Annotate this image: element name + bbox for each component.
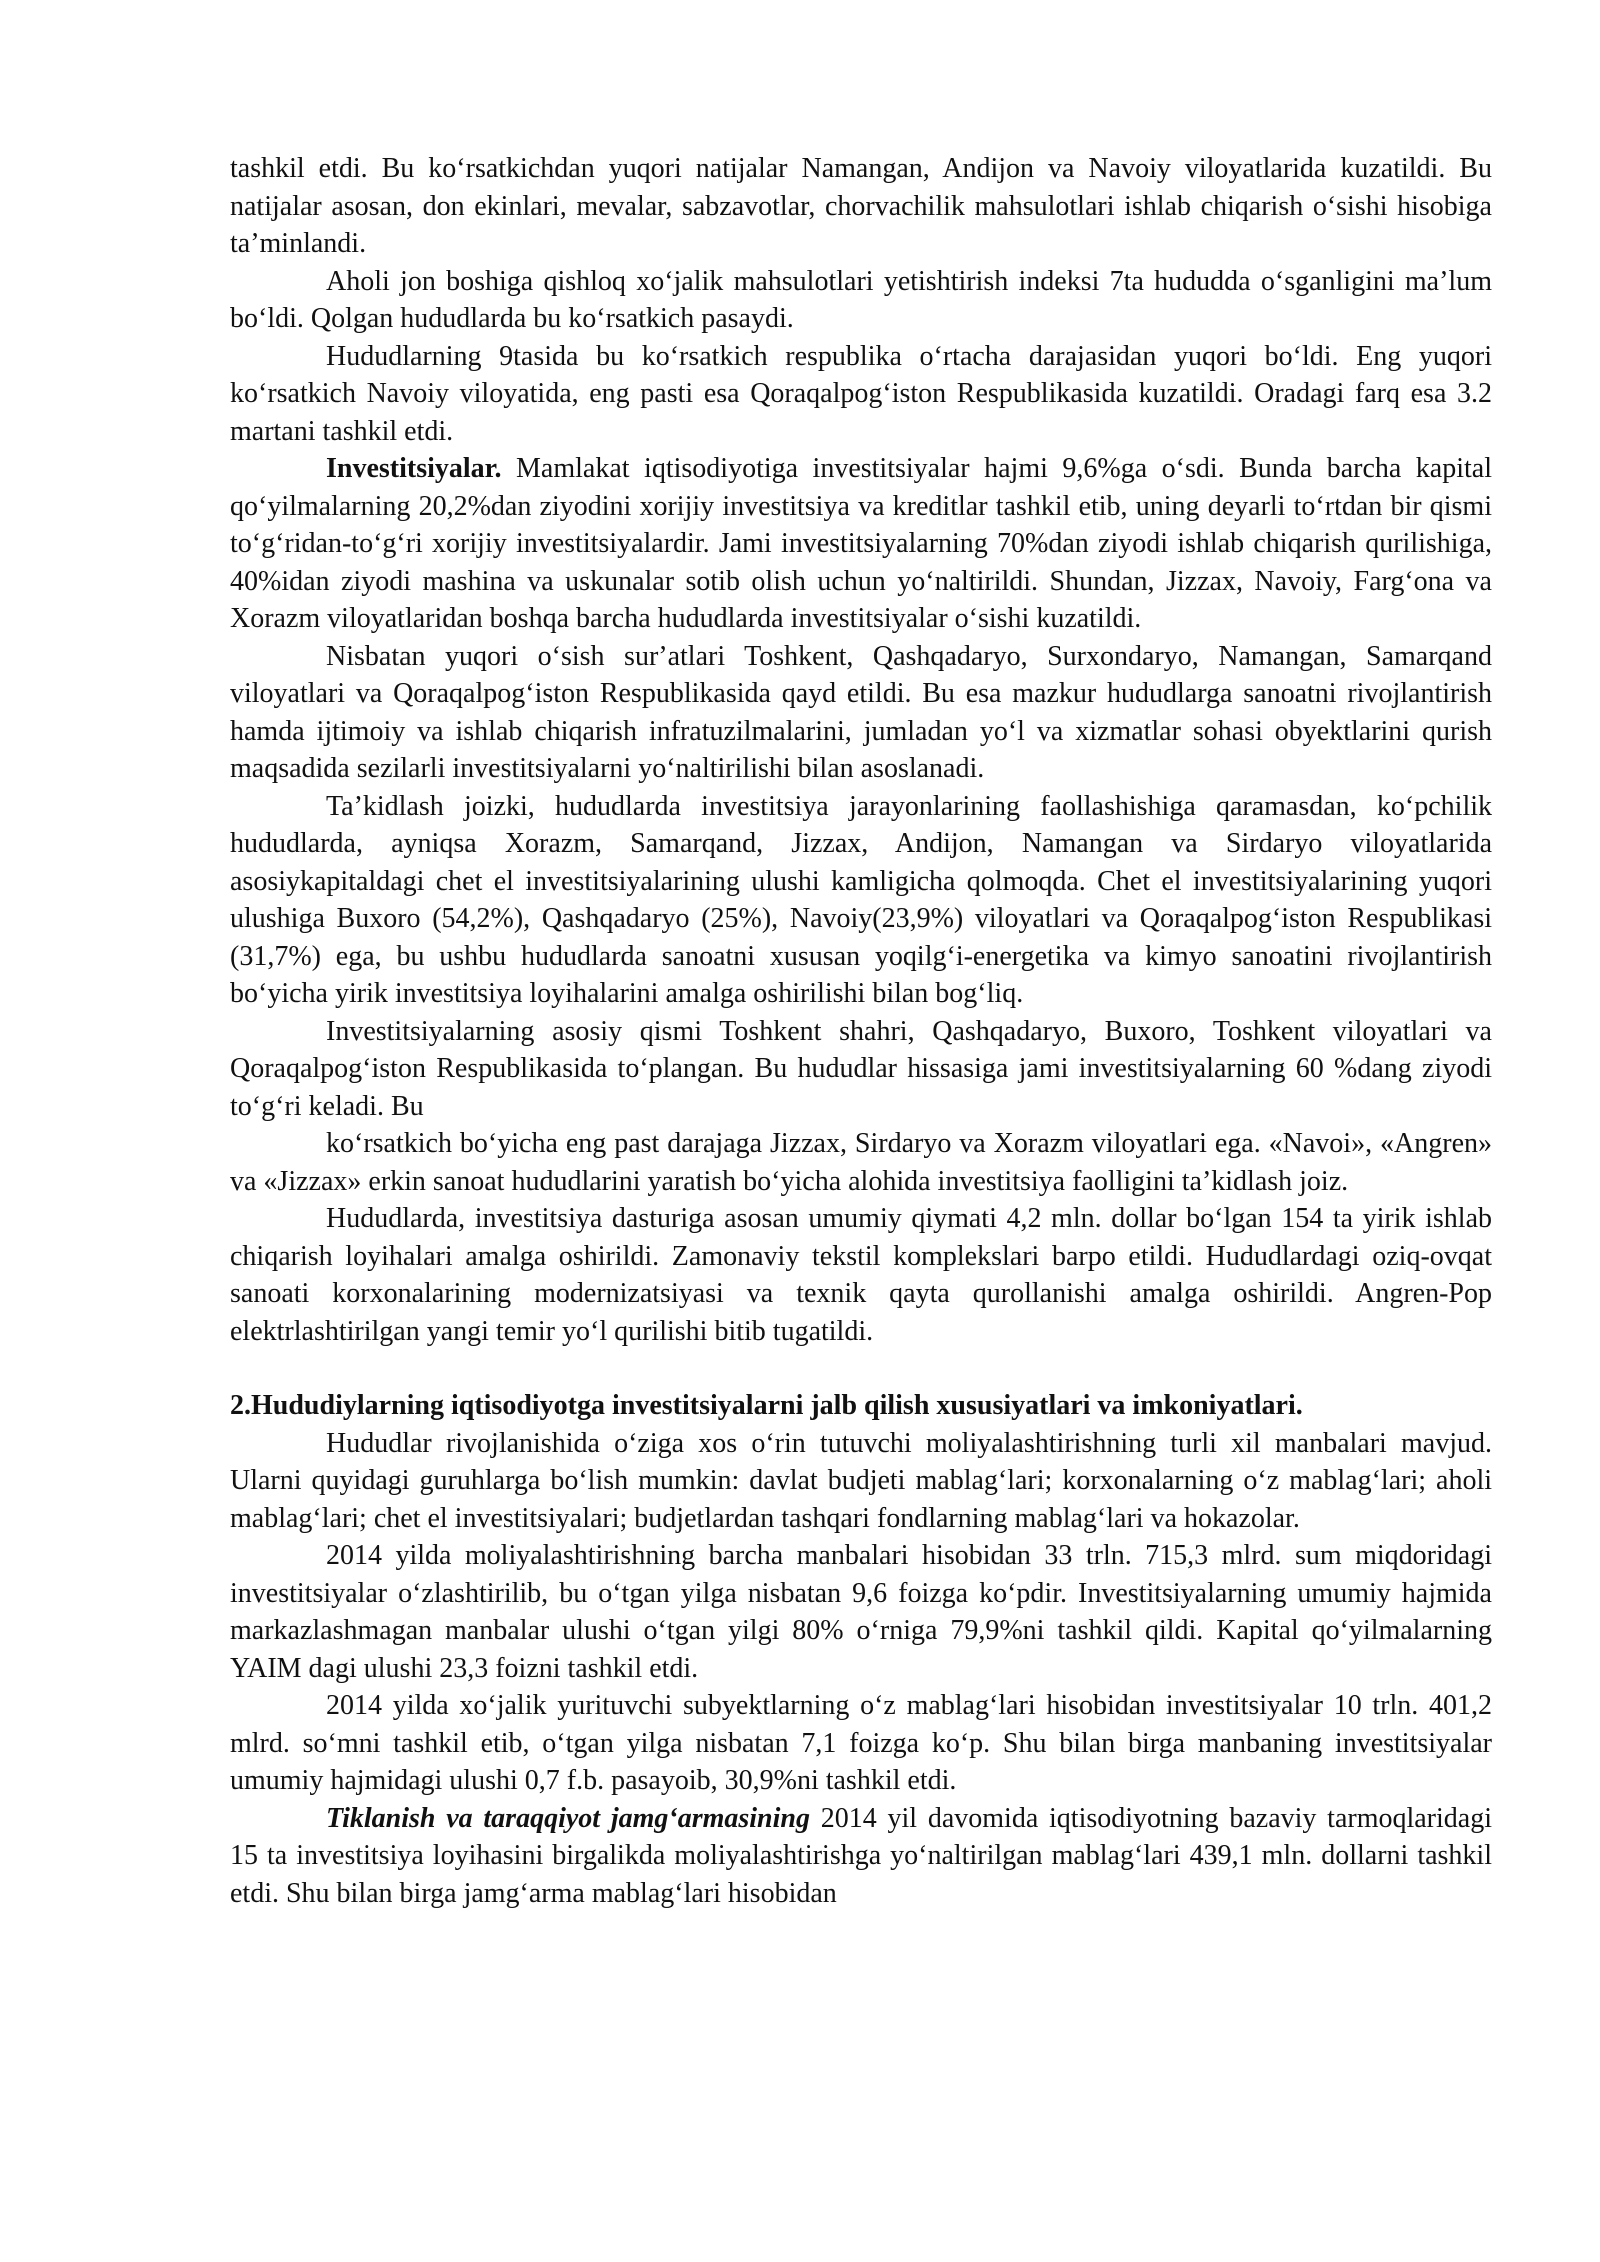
paragraph-1: tashkil etdi. Bu koʻrsatkichdan yuqori natijalar Namangan, Andijon va Navoiy viloyatlarida kuzatildi. Bu natijalar asosan, don ekinlari, mevalar, sabzavotlar, chorvachilik mahsulotlari ishlab chiqarish oʻsishi hisobiga taʼminlandi. <box>230 153 1492 259</box>
paragraph-6: Taʼkidlash joizki, hududlarda investitsiya jarayonlarining faollashishiga qaramasdan, koʻpchilik hududlarda, ayniqsa Xorazm, Samarqand, Jizzax, Andijon, Namangan va Sirdaryo viloyatlarida asosiykapitaldagi chet el investitsiyalarining ulushi kamligicha qolmoqda. Chet el investitsiyalarining yuqori ulushiga Buxoro (54,2%), Qashqadaryo (25%), Navoiy(23,9%) viloyatlari va Qoraqalpogʻiston Respublikasi (31,7%) ega, bu ushbu hududlarda sanoatni xususan yoqilgʻi-energetika va kimyo sanoatini rivojlantirish boʻyicha yirik investitsiya loyihalarini amalga oshirilishi bilan bogʻliq. <box>230 790 1492 1009</box>
section-heading: 2.Hududiylarning iqtisodiyotga investitsiyalarni jalb qilish xususiyatlari va imkoniyatlari. <box>230 1390 1303 1421</box>
document-page <box>230 150 1492 1912</box>
paragraph-5: Nisbatan yuqori oʻsish surʼatlari Toshkent, Qashqadaryo, Surxondaryo, Namangan, Samarqand viloyatlari va Qoraqalpogʻiston Respublikasida qayd etildi. Bu esa mazkur hududlarga sanoatni rivojlantirish hamda ijtimoiy va ishlab chiqarish infratuzilmalarini, jumladan yoʻl va xizmatlar sohasi obyektlarini qurish maqsadida sezilarli investitsiyalarni yoʻnaltirilishi bilan asoslanadi. <box>230 640 1492 784</box>
paragraph-8: koʻrsatkich boʻyicha eng past darajaga Jizzax, Sirdaryo va Xorazm viloyatlari ega. «Navoi», «Angren» va «Jizzax» erkin sanoat hududlarini yaratish boʻyicha alohida investitsiya faolligini taʼkidlash joiz. <box>230 1128 1492 1197</box>
paragraph-7: Investitsiyalarning asosiy qismi Toshkent shahri, Qashqadaryo, Buxoro, Toshkent viloyatlari va Qoraqalpogʻiston Respublikasida toʻplangan. Bu hududlar hissasiga jami investitsiyalarning 60 %dang ziyodi toʻgʻri keladi. Bu <box>230 1015 1492 1122</box>
section-paragraph-2: 2014 yilda moliyalashtirishning barcha manbalari hisobidan 33 trln. 715,3 mlrd. sum miqdoridagi investitsiyalar oʻzlashtirilib, bu oʻtgan yilga nisbatan 9,6 foizga koʻpdir. Investitsiyalarning umumiy hajmida markazlashmagan manbalar ulushi oʻtgan yilgi 80% oʻrniga 79,9%ni tashkil qildi. Kapital qoʻyilmalarning YAIM dagi ulushi 23,3 foizni tashkil etdi. <box>230 1540 1492 1684</box>
section-paragraph-1: Hududlar rivojlanishida oʻziga xos oʻrin tutuvchi moliyalashtirishning turli xil manbalari mavjud. Ularni quyidagi guruhlarga boʻlish mumkin: davlat budjeti mablagʻlari; korxonalarning oʻz mablagʻlari; aholi mablagʻlari; chet el investitsiyalari; budjetlardan tashqari fondlarning mablagʻlari va hokazolar. <box>230 1427 1492 1534</box>
paragraph-investments <box>230 450 1492 638</box>
paragraph-lead-investments: Investitsiyalar. <box>326 453 502 484</box>
section-paragraph-fund <box>230 1800 1492 1913</box>
paragraph-2: Aholi jon boshiga qishloq xoʻjalik mahsulotlari yetishtirish indeksi 7ta hududda oʻsganligini maʼlum boʻldi. Qolgan hududlarda bu koʻrsatkich pasaydi. <box>230 265 1492 334</box>
paragraph-body-fund: 2014 yil davomida iqtisodiyotning bazaviy tarmoqlaridagi 15 ta investitsiya loyihasini birgalikda moliyalashtirishga yoʻnaltirilgan mablagʻlari 439,1 mln. dollarni tashkil etdi. Shu bilan birga jamgʻarma mablagʻlari hisobidan <box>230 1802 1492 1909</box>
section-paragraph-3: 2014 yilda xoʻjalik yurituvchi subyektlarning oʻz mablagʻlari hisobidan investitsiyalar 10 trln. 401,2 mlrd. soʻmni tashkil etib, oʻtgan yilga nisbatan 7,1 foizga koʻp. Shu bilan birga manbaning investitsiyalar umumiy hajmidagi ulushi 0,7 f.b. pasayoib, 30,9%ni tashkil etdi. <box>230 1690 1492 1796</box>
paragraph-9: Hududlarda, investitsiya dasturiga asosan umumiy qiymati 4,2 mln. dollar boʻlgan 154 ta yirik ishlab chiqarish loyihalari amalga oshirildi. Zamonaviy tekstil komplekslari barpo etildi. Hududlardagi oziq-ovqat sanoati korxonalarining modernizatsiyasi va texnik qayta qurollanishi amalga oshirildi. Angren-Pop elektrlashtirilgan yangi temir yoʻl qurilishi bitib tugatildi. <box>230 1203 1492 1347</box>
paragraph-body-investments: Mamlakat iqtisodiyotiga investitsiyalar hajmi 9,6%ga oʻsdi. Bunda barcha kapital qoʻyilmalarning 20,2%dan ziyodini xorijiy investitsiya va kreditlar tashkil etib, uning deyarli toʻrtdan bir qismi toʻgʻridan-toʻgʻri xorijiy investitsiyalardir. Jami investitsiyalarning 70%dan ziyodi ishlab chiqarish qurilishiga, 40%idan ziyodi mashina va uskunalar sotib olish uchun yoʻnaltirildi. Shundan, Jizzax, Navoiy, Fargʻona va Xorazm viloyatlaridan boshqa barcha hududlarda investitsiyalar oʻsishi kuzatildi. <box>230 453 1492 634</box>
paragraph-3: Hududlarning 9tasida bu koʻrsatkich respublika oʻrtacha darajasidan yuqori boʻldi. Eng yuqori koʻrsatkich Navoiy viloyatida, eng pasti esa Qoraqalpogʻiston Respublikasida kuzatildi. Oradagi farq esa 3.2 martani tashkil etdi. <box>230 340 1492 447</box>
paragraph-lead-fund: Tiklanish va taraqqiyot jamgʻarmasining <box>326 1802 810 1834</box>
